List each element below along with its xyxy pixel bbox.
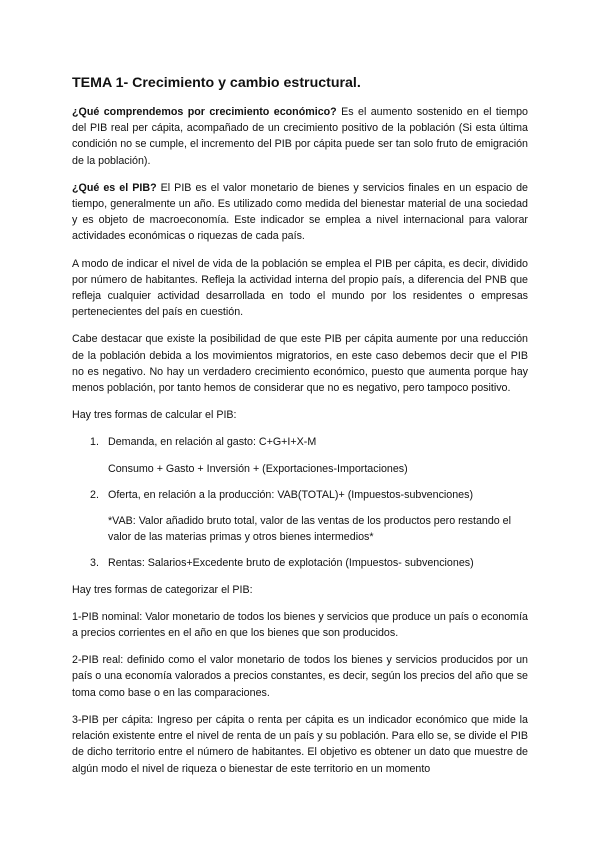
paragraph-pib-real: 2-PIB real: definido como el valor monetario de todos los bienes y servicios producidos por un país o una economía valorados a precios constantes, es decir, según los precios del año que se toma como base o en las comparaciones.	[72, 654, 528, 699]
paragraph-pib-per-capita: 3-PIB per cápita: Ingreso per cápita o renta per cápita es un indicador económico que mide la relación existente entre el nivel de renta de un país y su población. Para ello se, se divide el PIB de dicho territorio entre el número de habitantes. El objetivo es obtener un dato que muestre de algún modo el nivel de riqueza o bienestar de este territorio en un momento	[72, 713, 528, 775]
list-item-text: Demanda, en relación al gasto: C+G+I+X-M	[108, 436, 317, 449]
list-item-subtext: *VAB: Valor añadido bruto total, valor de las ventas de los productos pero restando el valor de las materias primas y otros bienes intermedios*	[108, 515, 512, 544]
answer-pib: El PIB es el valor monetario de bienes y servicios finales en un espacio de tiempo, generalmente un año. Es utilizado como medida del bienestar material de una sociedad y es objeto de macroeconomía. Este indicador se emplea a nivel internacional para valorar actividades económicas o riquezas de cada país.	[72, 181, 528, 243]
list-item-text: Rentas: Salarios+Excedente bruto de explotación (Impuestos- subvenciones)	[108, 557, 474, 570]
list-item-number: 2.	[90, 488, 99, 501]
cat-intro: Hay tres formas de categorizar el PIB:	[72, 583, 253, 596]
paragraph-nivel-vida: A modo de indicar el nivel de vida de la población se emplea el PIB per cápita, es decir, dividido por número de habitantes. Refleja la actividad interna del propio país, a diferencia del PNB que refleja cualquier actividad desarrollada en todo el mundo por los residentes o empresas pertenecientes del país en cuestión.	[72, 257, 528, 319]
paragraph-pib	[72, 180, 528, 245]
answer-crecimiento: Es el aumento sostenido en el tiempo del PIB real per cápita, acompañado de un crecimiento positivo de la población (Si esta última condición no se cumple, el incremento del PIB por cápita puede ser tan solo fruto de emigración de la población).	[72, 106, 528, 167]
list-item-subtext: Consumo + Gasto + Inversión + (Exportaciones-Importaciones)	[108, 462, 408, 475]
list-item-text: Oferta, en relación a la producción: VAB(TOTAL)+ (Impuestos-subvenciones)	[108, 488, 474, 501]
question-pib: ¿Qué es el PIB?	[72, 181, 157, 194]
page-title: TEMA 1- Crecimiento y cambio estructural.	[72, 75, 361, 91]
paragraph-destacar: Cabe destacar que existe la posibilidad de que este PIB per cápita aumente por una reducción de la población debida a los movimientos migratorios, en este caso debemos decir que el PIB no es negativo. No hay un verdadero crecimiento económico, puesto que aumenta porque hay menos población, por tanto hemos de considerar que no es negativo, pero tampoco positivo.	[72, 333, 528, 395]
paragraph-crecimiento	[72, 104, 528, 169]
list-item	[72, 487, 528, 546]
list-item	[72, 555, 528, 571]
paragraph-pib-nominal: 1-PIB nominal: Valor monetario de todos los bienes y servicios que produce un país o economía a precios corrientes en el año en que los bienes que son producidos.	[72, 610, 528, 640]
list-item	[72, 434, 528, 476]
calc-list	[72, 434, 528, 571]
calc-intro: Hay tres formas de calcular el PIB:	[72, 409, 237, 422]
list-item-number: 1.	[90, 436, 99, 449]
question-crecimiento: ¿Qué comprendemos por crecimiento económico?	[72, 106, 337, 118]
list-item-number: 3.	[90, 557, 99, 570]
